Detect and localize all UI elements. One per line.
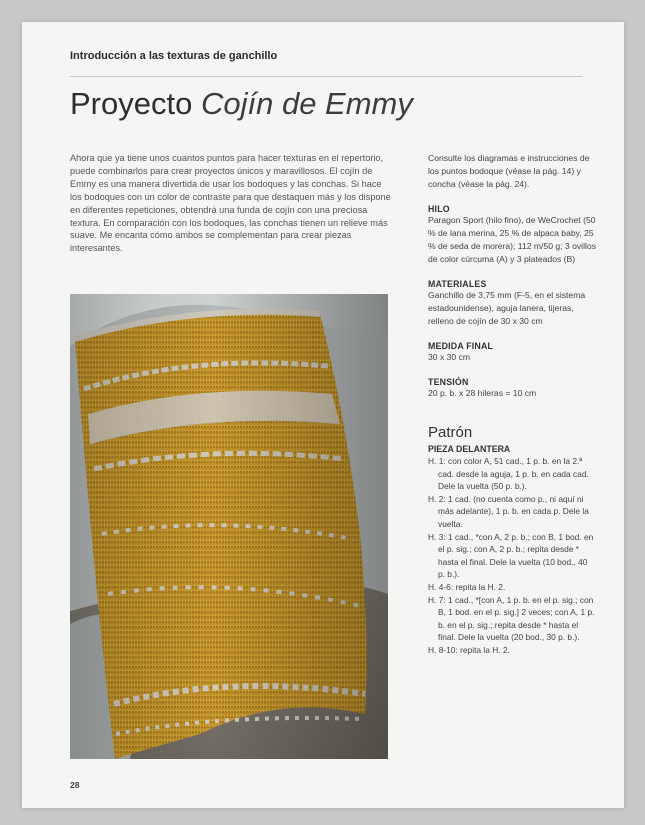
pattern-row: H. 3: 1 cad., *con A, 2 p. b.; con B, 1 bod. en el p. sig.; con A, 2 p. b.; repita desde * hasta el final. Dele la vuelta (10 bod., 40 p. b.). <box>428 531 594 580</box>
header-rule <box>70 76 582 77</box>
pattern-row: H. 2: 1 cad. (no cuenta como p., ni aquí ni más adelante), 1 p. b. en cada p. Dele la vuelta. <box>428 493 589 529</box>
pattern-row: H. 7: 1 cad., *[con A, 1 p. b. en el p. sig.; con B, 1 bod. en el p. sig.] 2 veces; con A, 1 p. b. en el p. sig.; repita desde * hasta el final. Dele la vuelta (20 bod., 30 p. b.). <box>428 594 595 643</box>
book-page <box>22 22 624 808</box>
pillow-photo <box>70 294 388 759</box>
pattern-rows <box>428 455 596 657</box>
project-sidebar <box>428 152 596 657</box>
chapter-header: Introducción a las texturas de ganchillo <box>70 50 278 62</box>
materiales-heading: MATERIALES <box>428 279 487 289</box>
intro-paragraph: Ahora que ya tiene unos cuantos puntos para hacer texturas en el repertorio, puede combinarlos para crear proyectos únicos y maravillosos. El cojín de Emmy es una manera divertida de usar los bodoques y las conchas. Si hace los bodoques con un color de contraste para que destaquen más y los dispone en diferentes repeticiones, obtendrá una funda de cojín con una preciosa textura. En comparación con los bodoques, las conchas tienen un relieve más suave. Me encanta cómo ambos se complementan para crear piezas interesantes. <box>70 153 391 254</box>
page-title <box>70 86 413 122</box>
medida-heading: MEDIDA FINAL <box>428 341 494 351</box>
diagrams-note: Consulte los diagramas e instrucciones de los puntos bodoque (véase la pág. 14) y concha (véase la pág. 24). <box>428 153 590 189</box>
medida-text: 30 x 30 cm <box>428 352 471 362</box>
hilo-text: Paragon Sport (hilo fino), de WeCrochet (50 % de lana merina, 25 % de alpaca baby, 25 % de seda de morera); 112 m/50 g; 3 ovillos de color cúrcuma (A) y 3 plateados (B) <box>428 215 596 264</box>
pattern-row: H. 4-6: repita la H. 2. <box>428 581 506 592</box>
materiales-text: Ganchillo de 3,75 mm (F-5, en el sistema estadounidense), aguja lanera, tijeras, relleno de cojín de 30 x 30 cm <box>428 290 586 326</box>
page-number: 28 <box>70 780 80 790</box>
title-light: Cojín de Emmy <box>200 86 413 121</box>
pattern-title: Patrón <box>428 424 473 441</box>
pattern-row: H. 8-10: repita la H. 2. <box>428 644 510 655</box>
hilo-heading: HILO <box>428 204 450 214</box>
title-bold: Proyecto <box>70 86 193 121</box>
pattern-row: H. 1: con color A, 51 cad., 1 p. b. en la 2.ª cad. desde la aguja, 1 p. b. en cada cad. Dele la vuelta (50 p. b.). <box>428 456 589 492</box>
tension-text: 20 p. b. x 28 hileras = 10 cm <box>428 388 537 398</box>
tension-heading: TENSIÓN <box>428 377 469 387</box>
piece-heading: PIEZA DELANTERA <box>428 444 511 454</box>
